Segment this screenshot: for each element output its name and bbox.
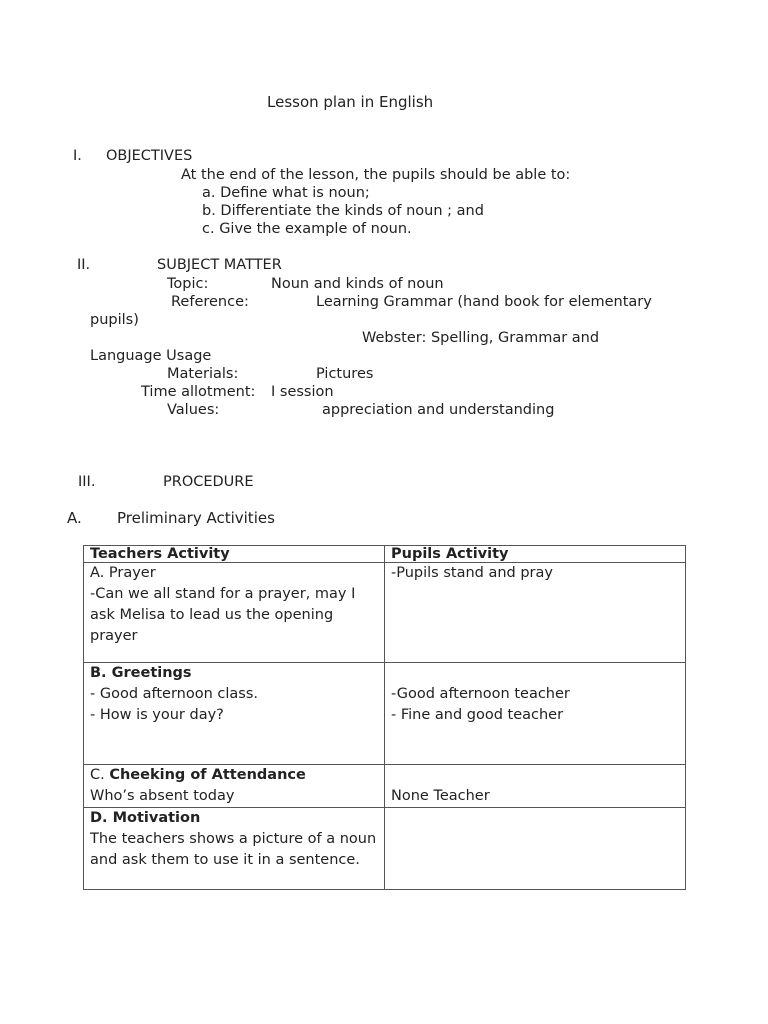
attendance-title-text: Cheeking of Attendance: [109, 767, 306, 783]
attendance-pupil-text: None Teacher: [391, 788, 490, 804]
procedure-heading: PROCEDURE: [163, 474, 254, 490]
preliminary-letter: A.: [67, 509, 82, 527]
attendance-teacher-text: Who’s absent today: [90, 788, 235, 804]
subject-numeral: II.: [77, 257, 91, 273]
materials-label: Materials:: [167, 366, 239, 382]
reference-continuation-2: Language Usage: [90, 348, 212, 364]
greetings-pupil-line-1: -Good afternoon teacher: [391, 686, 570, 702]
page-title: Lesson plan in English: [267, 93, 434, 111]
values-value: appreciation and understanding: [322, 402, 555, 418]
greetings-pupil-spacer: [391, 663, 679, 684]
header-teachers-activity: Teachers Activity: [84, 546, 385, 563]
attendance-teacher-cell: [84, 765, 385, 808]
table-header-row: [84, 546, 686, 563]
procedure-numeral: III.: [78, 474, 96, 490]
prayer-pupil-text: -Pupils stand and pray: [391, 565, 553, 581]
objectives-numeral: I.: [73, 148, 82, 164]
reference-label: Reference:: [171, 294, 249, 310]
table-row-attendance: [84, 765, 686, 808]
greetings-pupil-cell: [385, 663, 686, 765]
attendance-pupil-spacer: [391, 765, 679, 786]
objective-item-b: b. Differentiate the kinds of noun ; and: [202, 203, 484, 219]
topic-value: Noun and kinds of noun: [271, 276, 444, 292]
greetings-teacher-line-1: - Good afternoon class.: [90, 686, 259, 702]
attendance-pupil-cell: [385, 765, 686, 808]
table-row-motivation: [84, 808, 686, 890]
time-value: I session: [271, 384, 334, 400]
table-row-prayer: [84, 563, 686, 663]
objectives-intro: At the end of the lesson, the pupils should be able to:: [181, 167, 571, 183]
time-label: Time allotment:: [141, 384, 256, 400]
objective-item-a: a. Define what is noun;: [202, 185, 370, 201]
objectives-heading: OBJECTIVES: [106, 148, 193, 164]
reference-continuation: pupils): [90, 312, 139, 328]
table-row-greetings: [84, 663, 686, 765]
prayer-title: A. Prayer: [90, 565, 156, 581]
topic-label: Topic:: [167, 276, 209, 292]
prayer-teacher-text: -Can we all stand for a prayer, may I ask Melisa to lead us the opening prayer: [90, 586, 356, 644]
attendance-title: [90, 765, 378, 786]
greetings-teacher-cell: [84, 663, 385, 765]
attendance-title-letter: C.: [90, 767, 105, 783]
reference-value-2: Webster: Spelling, Grammar and: [362, 330, 600, 346]
reference-value: Learning Grammar (hand book for elementary: [316, 294, 652, 310]
prayer-pupil-cell: [385, 563, 686, 663]
motivation-title: D. Motivation: [90, 810, 201, 826]
values-label: Values:: [167, 402, 220, 418]
motivation-teacher-cell: [84, 808, 385, 890]
materials-value: Pictures: [316, 366, 374, 382]
subject-heading: SUBJECT MATTER: [157, 257, 282, 273]
greetings-teacher-line-2: - How is your day?: [90, 707, 224, 723]
greetings-pupil-line-2: - Fine and good teacher: [391, 707, 564, 723]
greetings-title: B. Greetings: [90, 665, 192, 681]
motivation-teacher-text: The teachers shows a picture of a noun and ask them to use it in a sentence.: [90, 831, 377, 868]
header-pupils-activity: Pupils Activity: [385, 546, 686, 563]
prayer-teacher-cell: [84, 563, 385, 663]
activities-table: [83, 545, 686, 890]
motivation-pupil-cell: [385, 808, 686, 890]
preliminary-heading: Preliminary Activities: [117, 509, 275, 527]
objective-item-c: c. Give the example of noun.: [202, 221, 412, 237]
